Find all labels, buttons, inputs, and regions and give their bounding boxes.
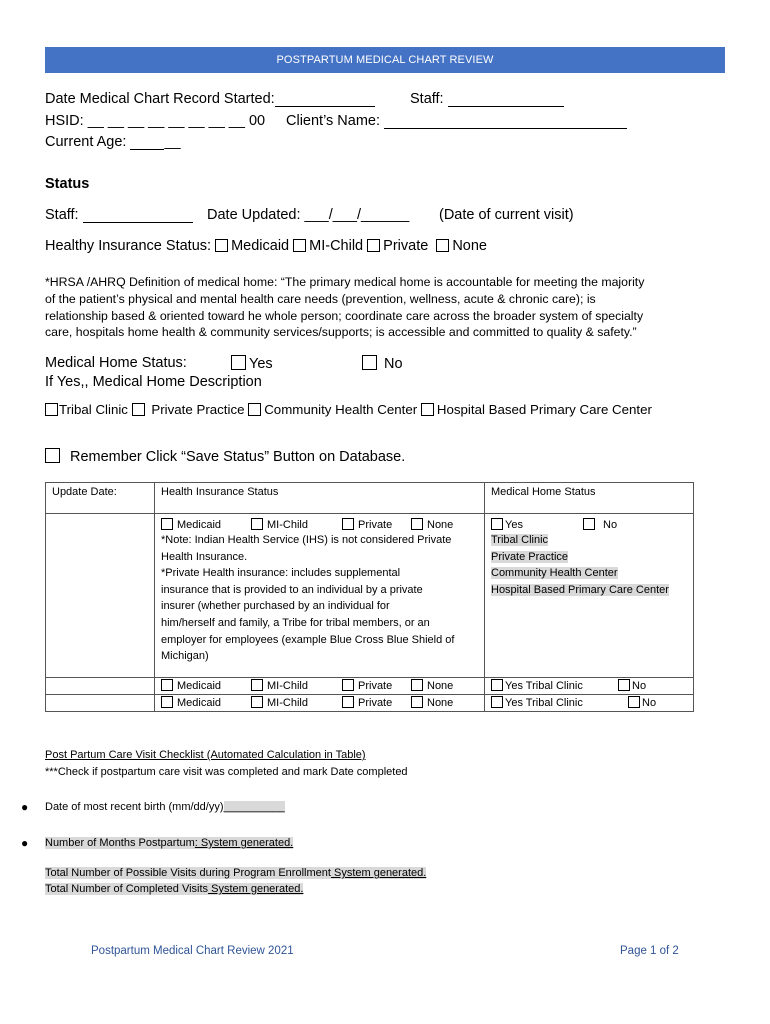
private-practice-checkbox[interactable] (132, 403, 145, 416)
home-type-private: Private Practice (491, 550, 569, 563)
medical-home-cell (485, 678, 694, 695)
table-medicaid-checkbox[interactable] (161, 696, 173, 708)
staff-field[interactable] (448, 92, 564, 107)
insurance-status-row (45, 238, 487, 254)
table-no-label: No (632, 680, 647, 692)
header-medical-home: Medical Home Status (485, 483, 694, 514)
completed-visits-label: Total Number of Completed Visits (45, 883, 209, 895)
table-mi-child-label: MI-Child (267, 519, 308, 531)
date-started-row (45, 91, 375, 107)
table-none-checkbox[interactable] (411, 696, 423, 708)
home-type-hospital: Hospital Based Primary Care Center (491, 583, 669, 596)
banner-title: POSTPARTUM MEDICAL CHART REVIEW (276, 54, 494, 66)
current-age-label: Current Age: (45, 134, 127, 150)
tribal-clinic-checkbox[interactable] (45, 403, 58, 416)
medical-home-cell (485, 695, 694, 712)
mi-child-checkbox[interactable] (293, 239, 306, 252)
table-private-checkbox[interactable] (342, 518, 354, 530)
table-none-checkbox[interactable] (411, 518, 423, 530)
private-label: Private (383, 238, 429, 254)
table-mi-child-checkbox[interactable] (251, 518, 263, 530)
birth-date-row (45, 801, 285, 813)
table-medicaid-label: Medicaid (177, 680, 222, 692)
possible-visits-value: System generated. (330, 867, 427, 879)
table-private-checkbox[interactable] (342, 679, 354, 691)
date-started-label: Date Medical Chart Record Started: (45, 91, 275, 107)
date-started-field[interactable] (275, 92, 375, 107)
medical-home-options (491, 515, 687, 532)
insurance-note: Health Insurance. (161, 550, 248, 563)
footer-title: Postpartum Medical Chart Review 2021 (91, 945, 294, 957)
status-heading: Status (45, 176, 90, 192)
table-mi-child-label: MI-Child (267, 680, 308, 692)
if-yes-label: If Yes,, Medical Home Description (45, 374, 262, 390)
community-health-label: Community Health Center (264, 402, 418, 417)
table-private-label: Private (358, 519, 393, 531)
insurance-note: Michigan) (161, 650, 209, 663)
table-mi-child-checkbox[interactable] (251, 696, 263, 708)
table-yes-checkbox[interactable] (491, 518, 503, 530)
table-medicaid-checkbox[interactable] (161, 679, 173, 691)
table-private-checkbox[interactable] (342, 696, 354, 708)
possible-visits-row (45, 867, 426, 879)
bullet-icon: ● (21, 836, 29, 850)
private-checkbox[interactable] (367, 239, 380, 252)
current-age-field[interactable] (130, 135, 164, 150)
checklist-instruction: ***Check if postpartum care visit was completed and mark Date completed (45, 766, 408, 778)
table-medicaid-checkbox[interactable] (161, 518, 173, 530)
status-table (45, 482, 694, 712)
medicaid-checkbox[interactable] (215, 239, 228, 252)
client-name-label: Client’s Name: (286, 113, 381, 129)
community-health-checkbox[interactable] (248, 403, 261, 416)
hrsa-line: care, hospitals home health & community services/supports; is accessible and committed to quality & safety.” (45, 325, 637, 340)
table-row (46, 695, 694, 712)
status-staff-label: Staff: (45, 207, 79, 223)
table-mi-child-label: MI-Child (267, 697, 308, 709)
table-no-label: No (642, 697, 657, 709)
reminder-checkbox[interactable] (45, 448, 60, 463)
status-staff-row (45, 207, 193, 223)
completed-visits-value: System generated. (208, 883, 304, 895)
insurance-note: *Private Health insurance: includes supplemental (161, 567, 401, 580)
table-private-label: Private (358, 680, 393, 692)
birth-date-field[interactable]: __________ (223, 801, 285, 813)
table-none-label: None (427, 680, 454, 692)
table-medicaid-label: Medicaid (177, 519, 222, 531)
insurance-note: insurance that is provided to an individual by a private (161, 583, 423, 596)
insurance-cell (155, 695, 485, 712)
table-private-label: Private (358, 697, 393, 709)
table-yes-tribal-checkbox[interactable] (491, 696, 503, 708)
private-practice-label: Private Practice (151, 402, 245, 417)
medical-home-label: Medical Home Status: (45, 355, 187, 371)
table-no-checkbox[interactable] (628, 696, 640, 708)
hsid-row (45, 113, 265, 129)
hsid-field[interactable]: __ __ __ __ __ __ __ __ (87, 113, 245, 129)
page-number: Page 1 of 2 (620, 945, 679, 957)
table-no-label: No (603, 519, 618, 531)
table-none-label: None (427, 519, 454, 531)
possible-visits-label: Total Number of Possible Visits during Program Enrollment (45, 867, 331, 879)
table-yes-tribal-label: Yes Tribal Clinic (505, 697, 583, 709)
table-row (46, 678, 694, 695)
current-age-row (45, 134, 181, 150)
medical-home-no (362, 355, 403, 372)
completed-visits-row (45, 883, 303, 895)
title-banner (45, 47, 725, 73)
header-update-date: Update Date: (46, 483, 155, 514)
table-no-checkbox[interactable] (583, 518, 595, 530)
home-type-community: Community Health Center (491, 567, 618, 580)
table-none-label: None (427, 697, 454, 709)
table-no-checkbox[interactable] (618, 679, 630, 691)
insurance-status-label: Healthy Insurance Status: (45, 238, 212, 254)
months-postpartum-value: : System generated. (194, 837, 294, 849)
hrsa-definition (45, 274, 644, 341)
months-postpartum-row (45, 837, 293, 849)
tribal-clinic-label: Tribal Clinic (59, 402, 128, 417)
staff-label: Staff: (410, 91, 444, 107)
home-type-row (45, 402, 652, 417)
update-date-cell[interactable] (46, 678, 155, 695)
medical-home-no-label: No (384, 356, 403, 372)
table-row (46, 514, 694, 678)
medical-home-cell (485, 514, 694, 678)
table-yes-tribal-checkbox[interactable] (491, 679, 503, 691)
date-updated-label: Date Updated: (207, 207, 301, 223)
client-name-field[interactable] (384, 114, 627, 129)
insurance-cell (155, 514, 485, 678)
hospital-based-checkbox[interactable] (421, 403, 434, 416)
home-type-tribal: Tribal Clinic (491, 534, 549, 546)
insurance-note: *Note: Indian Health Service (IHS) is not considered Private (161, 534, 452, 546)
hsid-suffix: 00 (248, 113, 266, 129)
date-updated-field[interactable]: ___/___/______ (304, 207, 410, 223)
mi-child-label: MI-Child (309, 238, 364, 254)
table-header-row (46, 483, 694, 514)
staff-row (410, 91, 564, 107)
medical-home-no-checkbox[interactable] (362, 355, 377, 370)
medicaid-label: Medicaid (231, 238, 290, 254)
update-date-cell[interactable] (46, 695, 155, 712)
insurance-note: employer for employees (example Blue Cross Blue Shield of (161, 633, 455, 646)
medical-home-yes-label: Yes (249, 356, 273, 372)
none-label: None (452, 238, 487, 254)
table-none-checkbox[interactable] (411, 679, 423, 691)
hospital-based-label: Hospital Based Primary Care Center (436, 402, 652, 417)
hsid-label: HSID: (45, 113, 84, 129)
hrsa-line: relationship based & oriented toward he whole person; coordinate care across the broader system of specialty (45, 308, 644, 323)
header-insurance: Health Insurance Status (155, 483, 485, 514)
date-updated-row (207, 207, 409, 223)
table-mi-child-checkbox[interactable] (251, 679, 263, 691)
date-note: (Date of current visit) (439, 207, 574, 223)
current-age-value: __ (164, 134, 181, 150)
months-postpartum-label: Number of Months Postpartum (45, 837, 195, 849)
none-checkbox[interactable] (436, 239, 449, 252)
status-staff-field[interactable] (83, 208, 193, 223)
medical-home-yes-checkbox[interactable] (231, 355, 246, 370)
hrsa-line: *HRSA /AHRQ Definition of medical home: “The primary medical home is accountable for meeting the majority (45, 275, 645, 289)
insurance-note: him/herself and family, a Tribe for tribal members, or an (161, 616, 430, 629)
reminder-row (45, 448, 405, 465)
checklist-title: Post Partum Care Visit Checklist (Automated Calculation in Table) (45, 749, 366, 761)
bullet-icon: ● (21, 800, 29, 814)
insurance-cell (155, 678, 485, 695)
table-yes-label: Yes (505, 519, 523, 531)
insurance-note: insurer (whether purchased by an individual for (161, 600, 390, 613)
client-name-row (286, 113, 627, 129)
hrsa-line: of the patient’s physical and mental health care needs (prevention, wellness, acute & chronic care); is (45, 291, 596, 306)
table-yes-tribal-label: Yes Tribal Clinic (505, 680, 583, 692)
reminder-text: Remember Click “Save Status” Button on Database. (70, 449, 406, 465)
medical-home-yes (231, 355, 273, 372)
update-date-cell[interactable] (46, 514, 155, 678)
insurance-options (161, 515, 478, 532)
birth-date-label: Date of most recent birth (mm/dd/yy) (45, 801, 224, 813)
table-medicaid-label: Medicaid (177, 697, 222, 709)
